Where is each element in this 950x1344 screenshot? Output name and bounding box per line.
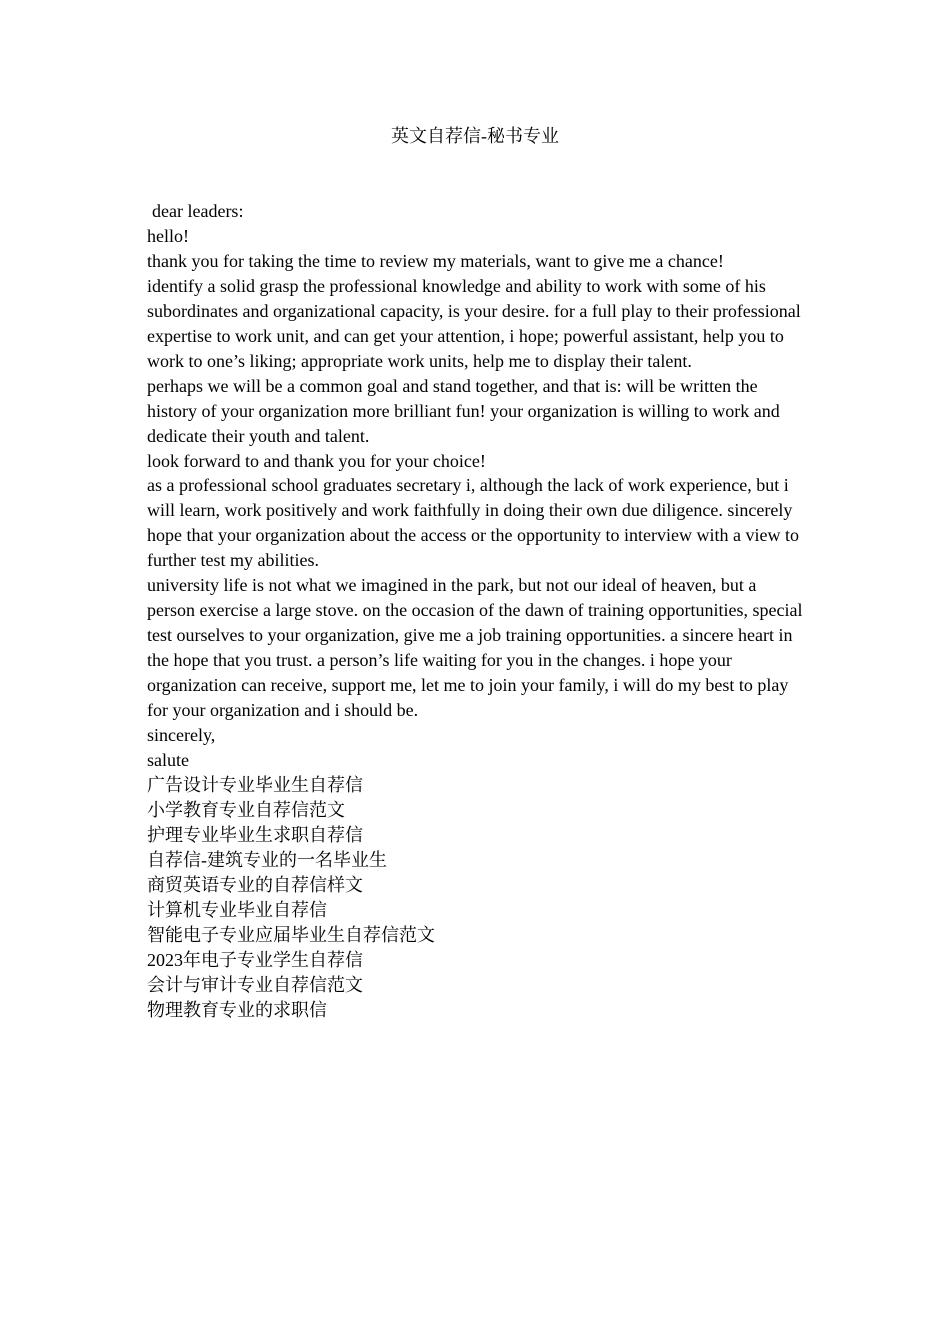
document-title: 英文自荐信-秘书专业 [391, 126, 559, 146]
letter-paragraph: thank you for taking the time to review my materials, want to give me a chance! [147, 250, 724, 271]
related-link[interactable]: 小学教育专业自荐信范文 [147, 799, 345, 820]
letter-paragraph: look forward to and thank you for your choice! [147, 450, 486, 471]
related-link[interactable]: 会计与审计专业自荐信范文 [147, 974, 363, 995]
related-link[interactable]: 计算机专业毕业自荐信 [147, 899, 327, 920]
related-link[interactable]: 物理教育专业的求职信 [147, 999, 327, 1020]
letter-greeting: dear leaders: [152, 201, 244, 221]
related-link[interactable]: 商贸英语专业的自荐信样文 [147, 874, 363, 895]
related-link[interactable]: 广告设计专业毕业生自荐信 [147, 774, 363, 795]
letter-paragraph: hello! [147, 225, 189, 246]
related-links-list [147, 773, 807, 1023]
letter-signoff: salute [147, 749, 189, 770]
letter-paragraph: perhaps we will be a common goal and stand together, and that is: will be written the history of your organization more brilliant fun! your organization is willing to work and dedicate their youth and talent. [147, 375, 780, 446]
letter-paragraph: identify a solid grasp the professional knowledge and ability to work with some of his subordinates and organizational capacity, is your desire. for a full play to their professional expertise to work unit, and can get your attention, i hope; powerful assistant, help you to work to one’s liking; appropriate work units, help me to display their talent. [147, 275, 801, 371]
related-link[interactable]: 护理专业毕业生求职自荐信 [147, 824, 363, 845]
related-link[interactable]: 智能电子专业应届毕业生自荐信范文 [147, 924, 435, 945]
related-link[interactable]: 2023年电子专业学生自荐信 [147, 949, 363, 970]
related-link[interactable]: 自荐信-建筑专业的一名毕业生 [147, 849, 387, 870]
letter-paragraph: university life is not what we imagined in the park, but not our ideal of heaven, but a person exercise a large stove. on the occasion of the dawn of training opportunities, special test ourselves to your organization, give me a job training opportunities. a sincere heart in the hope that you trust. a person’s life waiting for you in the changes. i hope your organization can receive, support me, let me to join your family, i will do my best to play for your organization and i should be. [147, 575, 803, 721]
letter-paragraph: as a professional school graduates secretary i, although the lack of work experience, but i will learn, work positively and work faithfully in doing their own due diligence. sincerely hope that your organization about the access or the opportunity to interview with a view to further test my abilities. [147, 475, 799, 571]
letter-body [147, 199, 807, 1022]
letter-closing: sincerely, [147, 725, 216, 746]
